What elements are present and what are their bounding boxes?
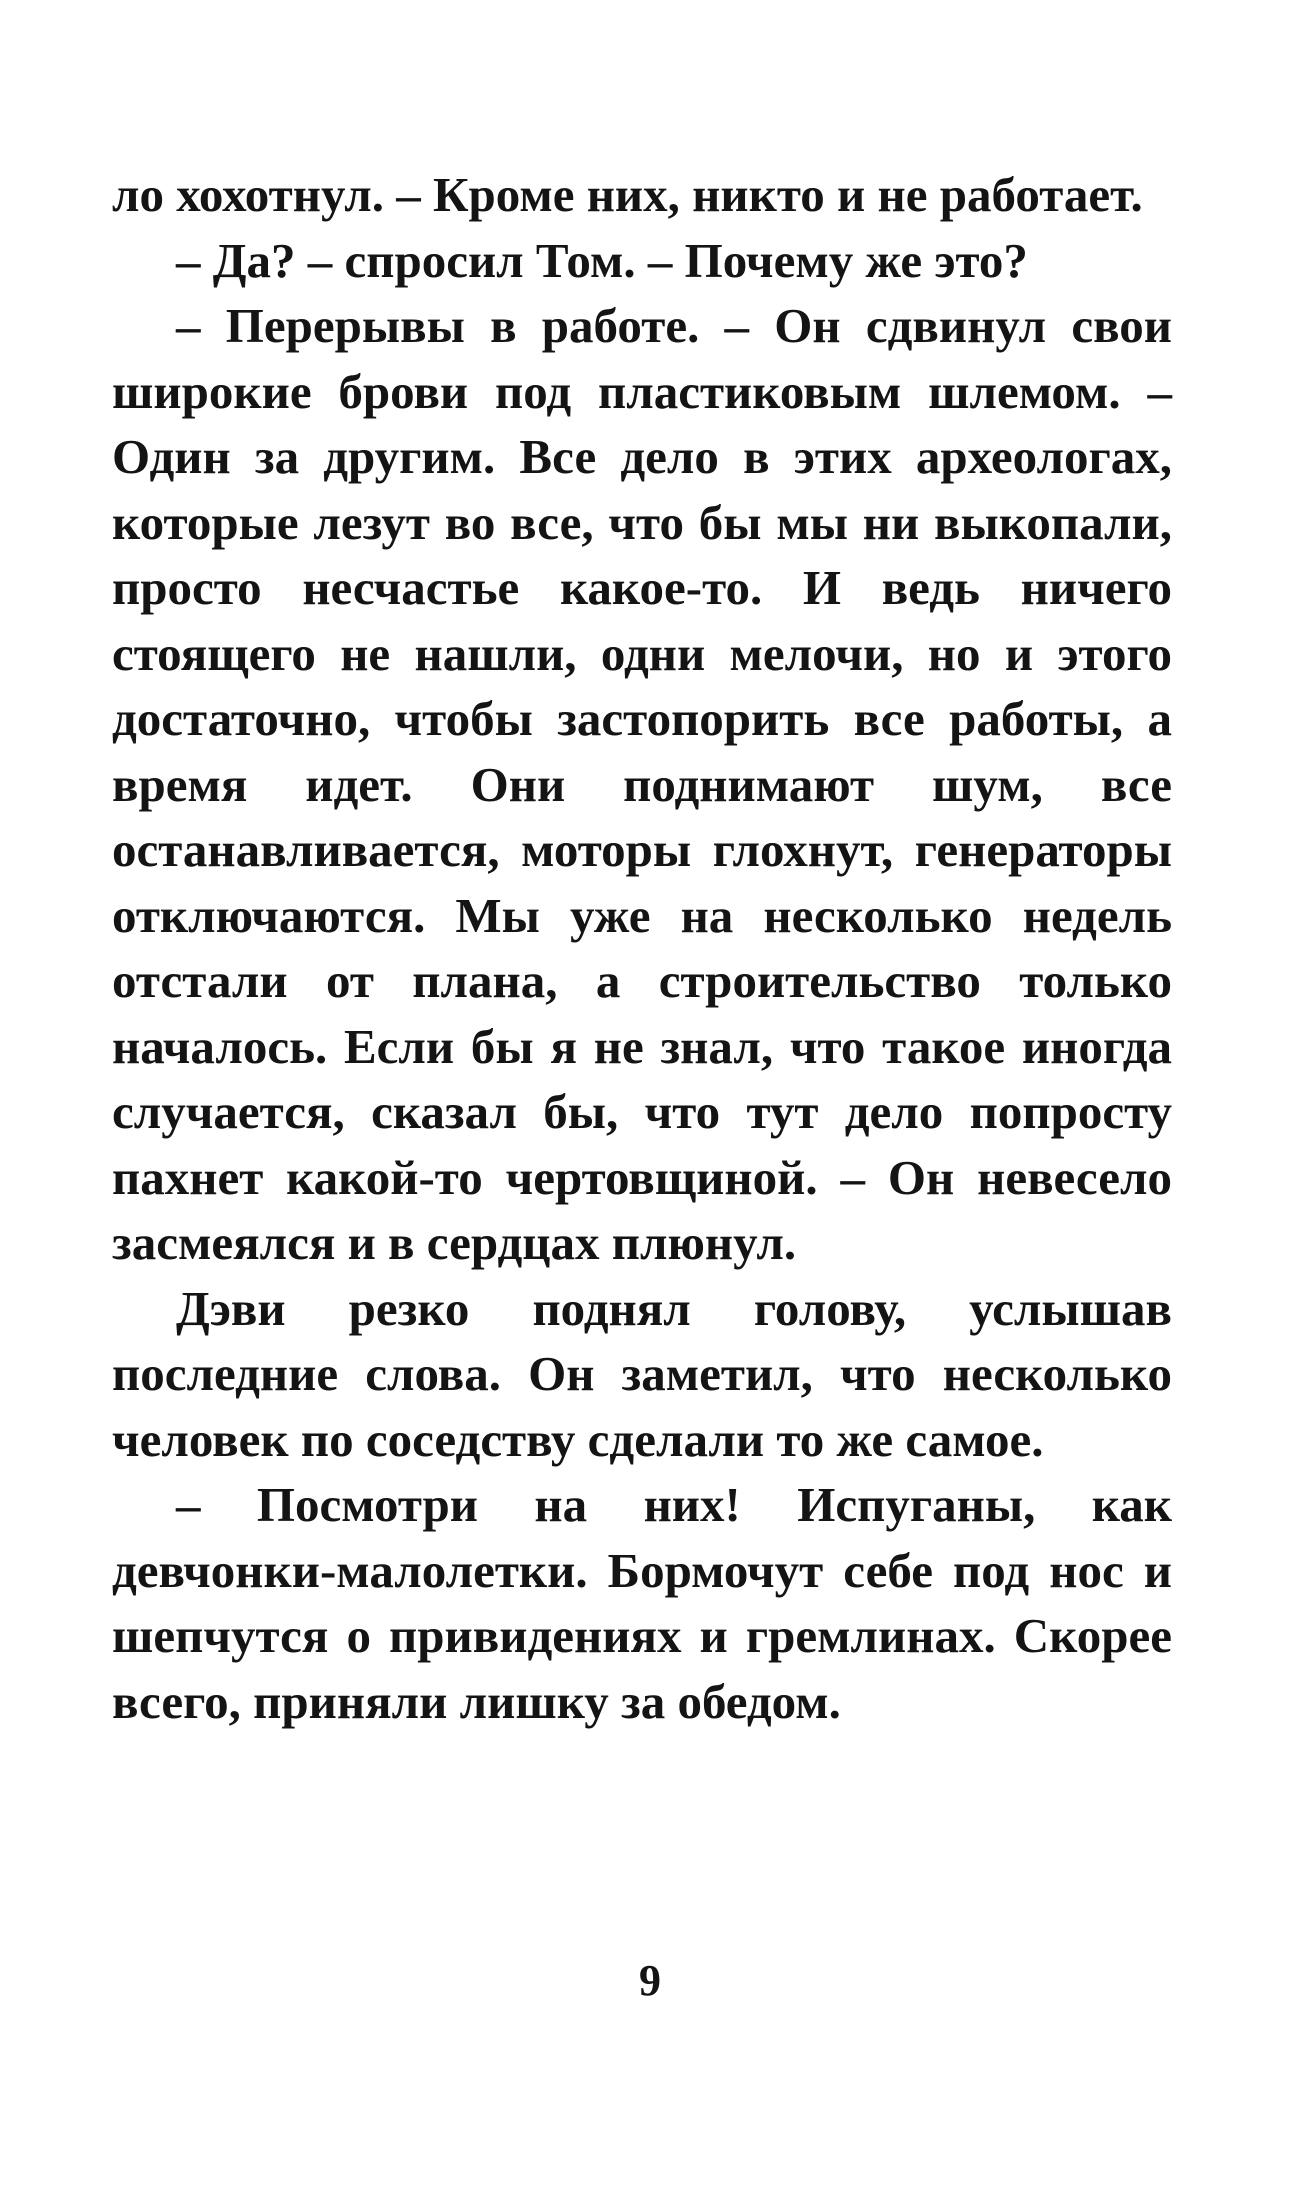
body-text xyxy=(112,162,1172,1734)
page-number: 9 xyxy=(639,1956,661,2005)
paragraph-look-at-them: – Посмотри на них! Испуганы, как девчонки-малолетки. Бормочут себе под нос и шепчутся о привидениях и гремлинах. Скорее всего, приняли лишку за обедом. xyxy=(112,1477,1172,1729)
paragraph-davy: Дэви резко поднял голову, услышав последние слова. Он заметил, что несколько человек по соседству сделали то же самое. xyxy=(112,1280,1172,1467)
paragraph-dialogue-tom: – Да? – спросил Том. – Почему же это? xyxy=(176,232,1028,288)
paragraph-continuation: ло хохотнул. – Кроме них, никто и не работает. xyxy=(112,167,1143,222)
paragraph-breaks-in-work: – Перерывы в работе. – Он сдвинул свои широкие брови под пластиковым шлемом. – Один за другим. Все дело в этих археологах, которые лезут во все, что бы мы ни выкопали, просто несчастье какое-то. И ведь ничего стоящего не нашли, одни мелочи, но и этого достаточно, чтобы застопорить все работы, а время идет. Они поднимают шум, все останавливается, моторы глохнут, генераторы отключаются. Мы уже на несколько недель отстали от плана, а строительство только началось. Если бы я не знал, что такое иногда случается, сказал бы, что тут дело попросту пахнет какой-то чертовщиной. – Он невесело засмеялся и в сердцах плюнул. xyxy=(112,298,1172,1270)
